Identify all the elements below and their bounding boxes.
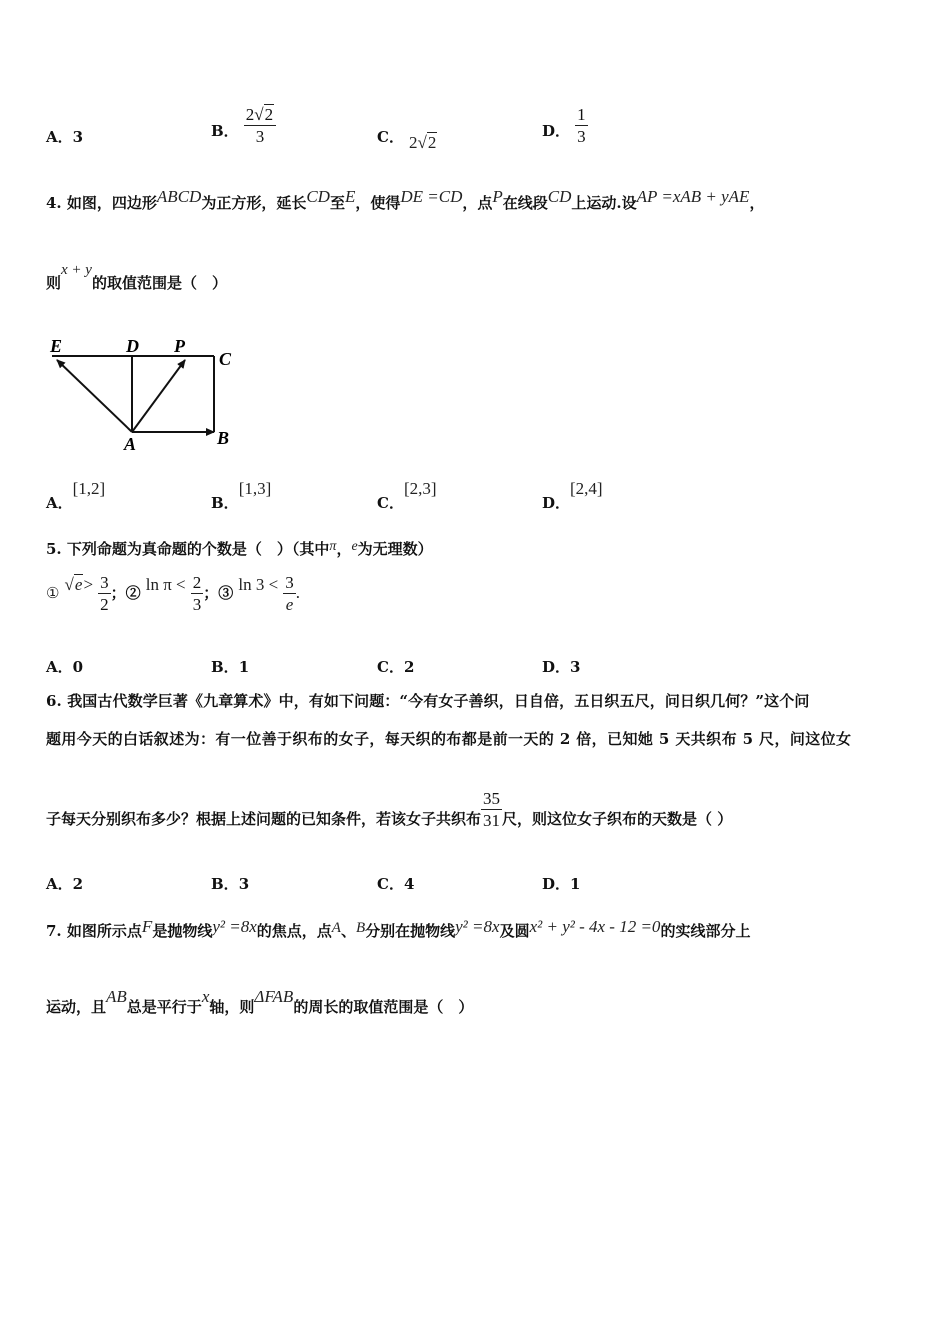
q3-option-b: B． $\frac{2√2}{3}$ [211,104,276,147]
q7-stem-line2: 运动，且AB总是平行于x轴，则ΔFAB的周长的取值范围是（ ） [46,987,474,1016]
q4-option-b: B．[1,3] [211,479,272,512]
q4-option-c: C．[2,3] [377,479,437,512]
q4-label-b: B [217,428,230,448]
q5-frac-3: $\frac{3}{e}$ [285,573,294,614]
q4-label-p: P [174,336,185,356]
q4-label-d: D [126,336,139,356]
q6-line-3: 子每天分别织布多少？根据上述问题的已知条件，若该女子共织布 $\frac{35}{31}$ 尺，则这位女子织布的天数是（ ） [46,789,733,830]
q5-option-d: D．3 [542,658,581,676]
q3-option-b-fraction: $\frac{2√2}{3}$ [244,104,276,147]
q5-statements: ① √e> $\frac{3}{2}$ ；② ln π < $\frac{2}{3}$ ；③ ln 3 < $\frac{3}{e}$ . [46,573,300,614]
q5-frac-1: $\frac{3}{2}$ [100,573,109,614]
q6-option-a: A．2 [46,875,84,893]
q6-option-c: C．4 [377,875,415,893]
q4-option-d: D．[2,4] [542,479,603,512]
q6-line-1: 6. 我国古代数学巨著《九章算术》中，有如下问题：“今有女子善织，日自倍，五日织五尺，问日织几何？”这个问 [46,692,810,710]
q3-option-c: C． 2√2 [377,128,437,152]
q4-vector-ae [57,360,132,432]
q4-stem-line2: 则x + y的取值范围是（ ） [46,262,227,292]
q4-stem-line1: 4. 如图，四边形ABCD为正方形，延长CD至E，使得DE =CD，点P在线段CD上运动.设AP =xAB + yAE， [46,187,765,212]
q5-option-a: A．0 [46,658,84,676]
q7-stem-line1: 7. 如图所示点F是抛物线y² =8x的焦点，点A、B分别在抛物线y² =8x及圆x² + y² - 4x - 12 =0的实线部分上 [46,917,751,940]
q3-option-d-fraction: $\frac{1}{3}$ [577,105,586,146]
q4-label-a: A [124,434,137,454]
q6-option-d: D．1 [542,875,581,893]
q5-option-b: B．1 [211,658,250,676]
q5-stem: 5. 下列命题为真命题的个数是（ ）（其中π，e为无理数） [46,539,433,558]
q5-option-c: C．2 [377,658,415,676]
q6-line-2: 题用今天的白话叙述为：有一位善于织布的女子，每天织的布都是前一天的 2 倍，已知她 5 天共织布 5 尺，问这位女 [46,730,852,748]
q3-option-a: A．3 [46,128,84,146]
q4-figure [44,332,244,454]
q6-fraction: $\frac{35}{31}$ [483,789,501,830]
q4-label-e: E [50,336,63,356]
q3-option-d: D． $\frac{1}{3}$ [542,105,586,146]
q6-option-b: B．3 [211,875,250,893]
q5-frac-2: $\frac{2}{3}$ [192,573,202,614]
q4-option-a: A．[1,2] [46,479,106,512]
q4-label-c: C [219,349,232,369]
q4-vector-ap [132,360,185,432]
